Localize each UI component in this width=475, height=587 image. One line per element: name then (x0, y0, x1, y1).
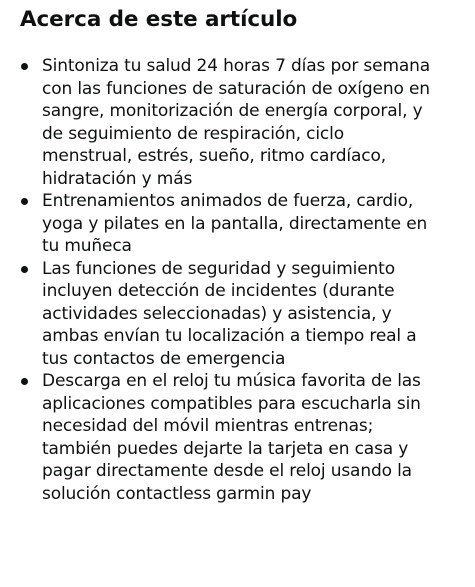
bullet-line: solución contactless garmin pay (42, 483, 312, 504)
bullet-dot-icon (21, 378, 28, 385)
bullet-line: pagar directamente desde el reloj usando la (42, 461, 412, 481)
bullet-line: necesidad del móvil mientras entrenas; (42, 416, 374, 436)
bullet-line: menstrual, estrés, sueño, ritmo cardíaco, (42, 146, 386, 166)
bullet-line: aplicaciones compatibles para escucharla sin (42, 393, 421, 414)
feature-bullet (20, 190, 461, 258)
bullet-text (42, 258, 461, 371)
bullet-line: también puedes dejarte la tarjeta en casa y (42, 438, 409, 459)
bullet-line: actividades seleccionadas) y asistencia, y (42, 303, 392, 324)
bullet-line: Las funciones de seguridad y seguimiento (42, 258, 395, 279)
feature-bullet (20, 370, 461, 505)
bullet-line: ambas envían tu localización a tiempo real a (42, 326, 417, 346)
bullet-line: incluyen detección de incidentes (durante (42, 281, 395, 301)
bullet-line: hidratación y más (42, 168, 193, 189)
bullet-line: sangre, monitorización de energía corporal, y (42, 101, 423, 121)
section-title: Acerca de este artículo (20, 7, 298, 32)
bullet-line: con las funciones de saturación de oxígeno en (42, 78, 430, 99)
bullet-text (42, 370, 461, 505)
bullet-line: Sintoniza tu salud 24 horas 7 días por semana (42, 56, 431, 76)
feature-bullet-list (20, 55, 461, 505)
bullet-text (42, 55, 461, 190)
bullet-dot-icon (21, 63, 28, 70)
bullet-line: Descarga en el reloj tu música favorita de las (42, 371, 421, 391)
bullet-line: de seguimiento de respiración, ciclo (42, 123, 344, 144)
bullet-line: tus contactos de emergencia (42, 348, 286, 369)
bullet-line: tu muñeca (42, 236, 132, 256)
bullet-dot-icon (21, 266, 28, 273)
bullet-line: yoga y pilates en la pantalla, directamente en (42, 213, 428, 234)
bullet-line: Entrenamientos animados de fuerza, cardio, (42, 191, 414, 211)
feature-bullet (20, 258, 461, 371)
bullet-text (42, 190, 461, 258)
bullet-dot-icon (21, 198, 28, 205)
feature-bullet (20, 55, 461, 190)
